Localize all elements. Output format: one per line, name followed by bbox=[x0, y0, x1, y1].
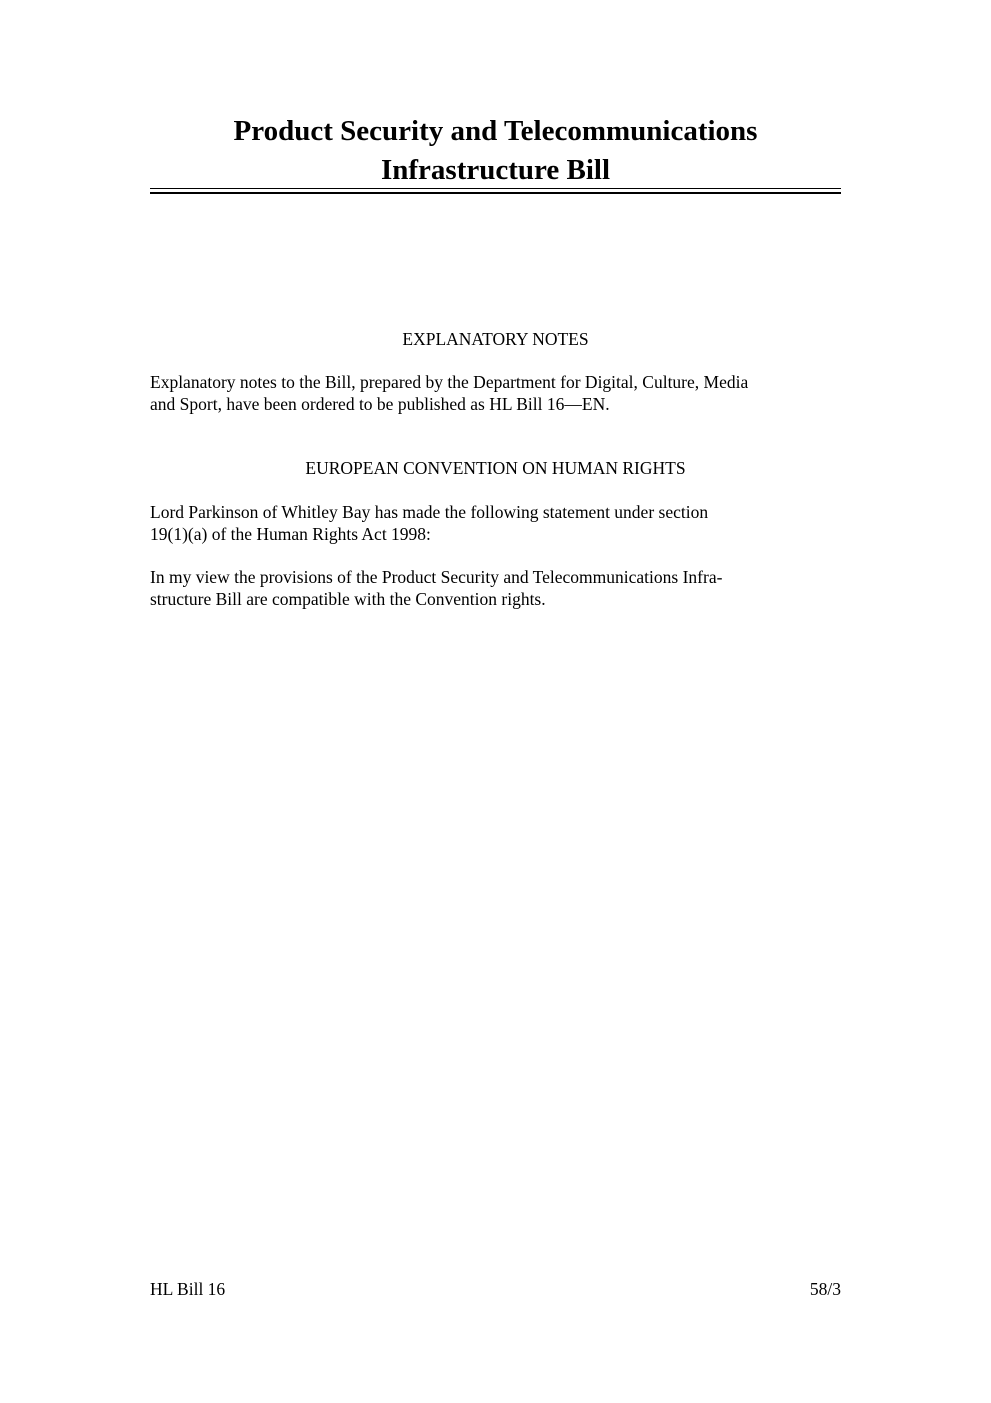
echr-view-paragraph bbox=[150, 566, 841, 610]
explanatory-notes-heading: EXPLANATORY NOTES bbox=[402, 329, 589, 349]
explanatory-notes-paragraph bbox=[150, 371, 841, 415]
title-rule-thick bbox=[150, 192, 841, 194]
echr-statement-line-2: 19(1)(a) of the Human Rights Act 1998: bbox=[150, 524, 431, 544]
echr-view-line-1: In my view the provisions of the Product Security and Telecommunications Infra- bbox=[150, 567, 723, 587]
footer-reference: 58/3 bbox=[809, 1279, 841, 1299]
explanatory-notes-line-1: Explanatory notes to the Bill, prepared by the Department for Digital, Culture, Media bbox=[150, 372, 749, 392]
echr-heading-wrap bbox=[150, 457, 841, 479]
echr-view-line-2: structure Bill are compatible with the Convention rights. bbox=[150, 589, 546, 609]
bill-title-line-1: Product Security and Telecommunications bbox=[233, 115, 758, 147]
title-rule-thin bbox=[150, 188, 841, 189]
footer-bill-number: HL Bill 16 bbox=[150, 1279, 226, 1299]
explanatory-notes-line-2: and Sport, have been ordered to be published as HL Bill 16—EN. bbox=[150, 394, 610, 414]
bill-title-line-2: Infrastructure Bill bbox=[380, 154, 611, 186]
explanatory-notes-heading-wrap bbox=[150, 328, 841, 350]
bill-title bbox=[150, 112, 841, 190]
echr-statement-line-1: Lord Parkinson of Whitley Bay has made the following statement under section bbox=[150, 502, 709, 522]
echr-statement-paragraph bbox=[150, 501, 841, 545]
echr-heading: EUROPEAN CONVENTION ON HUMAN RIGHTS bbox=[305, 458, 686, 478]
